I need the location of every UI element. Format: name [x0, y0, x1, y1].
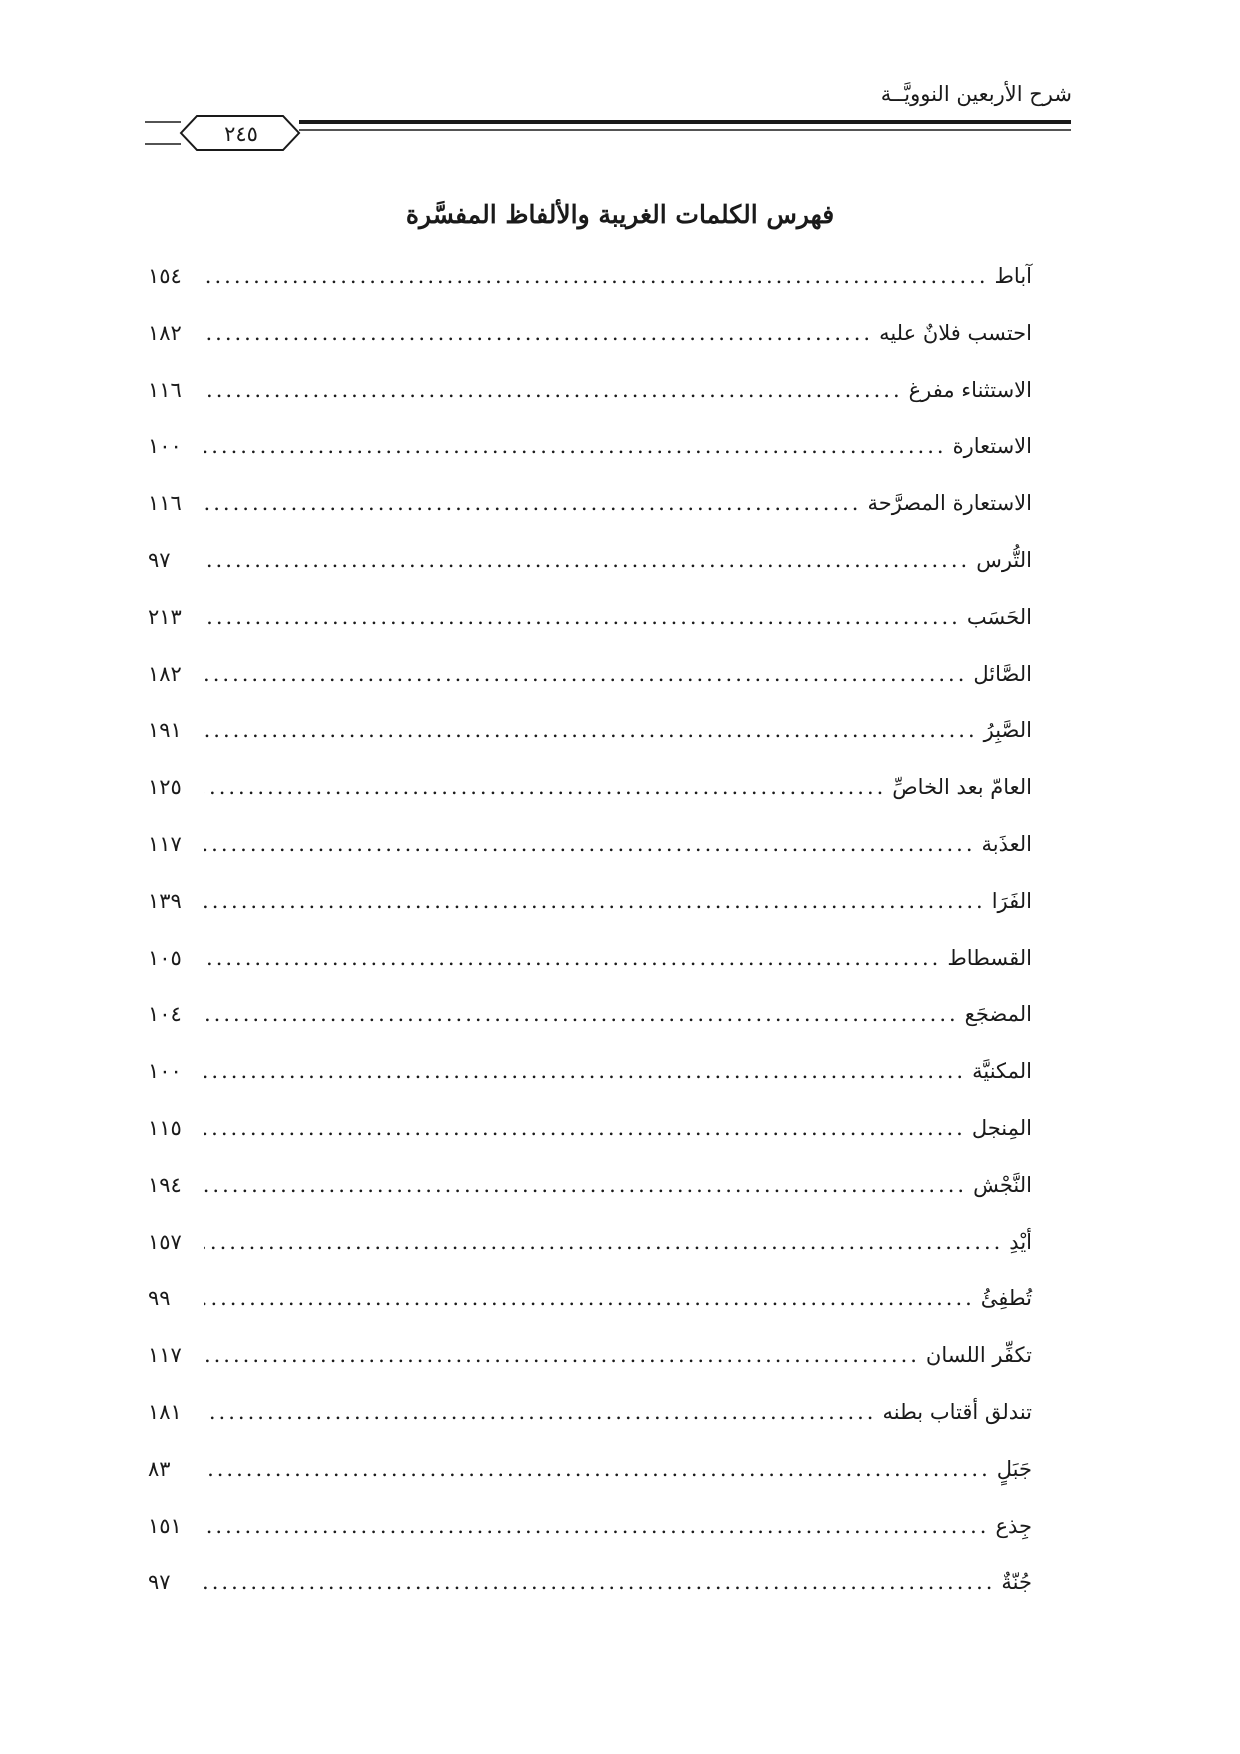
index-entry	[148, 1116, 1032, 1173]
index-entry	[148, 378, 1032, 435]
index-page-ref: ١٥٤	[148, 264, 182, 288]
index-entry	[148, 605, 1032, 662]
index-entry	[148, 1059, 1032, 1116]
dot-leader	[204, 718, 978, 742]
index-term: الفَرَا	[991, 888, 1032, 913]
index-term: احتسب فلانٌ عليه	[879, 320, 1032, 345]
index-term: الاستعارة المصرَّحة	[867, 491, 1032, 516]
header-rule	[145, 110, 1071, 156]
dot-leader	[204, 1343, 920, 1367]
index-term: جِذع	[995, 1513, 1032, 1538]
dot-leader	[204, 605, 961, 629]
index-page-ref: ١٠٤	[148, 1002, 182, 1027]
index-entry	[148, 1343, 1032, 1400]
index-entry	[148, 1286, 1032, 1343]
index-page-ref: ١٥١	[148, 1513, 182, 1538]
index-term: جُنّةٌ	[1001, 1570, 1032, 1595]
index-list	[148, 264, 1032, 1627]
index-entry	[148, 1173, 1032, 1230]
dot-leader	[204, 1400, 876, 1424]
index-page-ref: ٨٣	[148, 1456, 171, 1481]
dot-leader	[204, 1230, 1003, 1254]
dot-leader	[204, 434, 947, 458]
index-term: الاستعارة	[952, 434, 1032, 459]
index-page-ref: ١١٥	[148, 1115, 182, 1140]
index-term: القسطاط	[947, 945, 1032, 970]
index-entry	[148, 491, 1032, 548]
dot-leader	[204, 1059, 966, 1083]
index-page-ref: ١٨١	[148, 1399, 182, 1424]
index-term: المضجَع	[964, 1002, 1032, 1027]
dot-leader	[204, 1002, 959, 1026]
dot-leader	[204, 1116, 966, 1140]
index-entry	[148, 548, 1032, 605]
index-entry	[148, 1570, 1032, 1627]
dot-leader	[204, 264, 989, 288]
index-entry	[148, 321, 1032, 378]
index-page-ref: ٩٧	[148, 1570, 171, 1595]
index-term: الصَّبِرُ	[983, 718, 1032, 743]
index-page-ref: ٩٧	[148, 547, 171, 572]
index-entry	[148, 1002, 1032, 1059]
dot-leader	[204, 378, 903, 402]
dot-leader	[204, 662, 967, 686]
index-page-ref: ١١٧	[148, 831, 182, 856]
dot-leader	[204, 321, 873, 345]
index-page-ref: ١١٧	[148, 1343, 182, 1368]
index-term: المِنجل	[971, 1115, 1032, 1140]
index-title: فهرس الكلمات الغريبة والألفاظ المفسَّرة	[405, 200, 835, 229]
index-term: الاستثناء مفرغ	[908, 377, 1032, 402]
index-page-ref: ١٩١	[148, 718, 182, 743]
dot-leader	[204, 775, 886, 799]
dot-leader	[204, 491, 861, 515]
index-page-ref: ١٠٠	[148, 434, 182, 459]
index-page-ref: ١٣٩	[148, 888, 182, 913]
index-entry	[148, 889, 1032, 946]
index-entry	[148, 434, 1032, 491]
index-page-ref: ١٠٠	[148, 1059, 182, 1084]
dot-leader	[204, 548, 970, 572]
index-entry	[148, 775, 1032, 832]
index-term: العذَبة	[981, 831, 1032, 856]
index-term: النَّجْش	[973, 1172, 1032, 1197]
dot-leader	[204, 889, 986, 913]
index-page-ref: ١٨٢	[148, 661, 182, 686]
dot-leader	[204, 1570, 995, 1594]
index-term: تكفِّر اللسان	[925, 1343, 1032, 1368]
index-page-ref: ٩٩	[148, 1286, 171, 1311]
index-entry	[148, 1514, 1032, 1571]
index-term: تُطفِئُ	[980, 1286, 1032, 1311]
index-term: الصَّائل	[973, 661, 1032, 686]
dot-leader	[204, 1173, 967, 1197]
index-entry	[148, 662, 1032, 719]
index-term: تندلق أقتاب بطنه	[882, 1399, 1032, 1424]
dot-leader	[204, 946, 941, 970]
dot-leader	[204, 1286, 975, 1310]
page-number: ٢٤٥	[224, 122, 258, 146]
index-term: الحَسَب	[966, 604, 1032, 629]
index-term: أيْدِ	[1009, 1229, 1032, 1254]
index-page-ref: ٢١٣	[148, 604, 182, 629]
index-entry	[148, 1400, 1032, 1457]
index-term: جَبَلٍ	[996, 1456, 1032, 1481]
index-page-ref: ١٥٧	[148, 1229, 182, 1254]
index-term: التُّرس	[976, 547, 1032, 572]
dot-leader	[204, 832, 976, 856]
running-title: شرح الأربعين النوويَّــة	[880, 82, 1072, 106]
index-page-ref: ١١٦	[148, 377, 182, 402]
index-page-ref: ١٩٤	[148, 1172, 182, 1197]
index-entry	[148, 946, 1032, 1003]
index-entry	[148, 718, 1032, 775]
index-page-ref: ١١٦	[148, 491, 182, 516]
index-entry	[148, 832, 1032, 889]
dot-leader	[204, 1457, 991, 1481]
dot-leader	[204, 1514, 989, 1538]
index-term: العامّ بعد الخاصِّ	[892, 775, 1032, 800]
index-entry	[148, 264, 1032, 321]
index-entry	[148, 1230, 1032, 1287]
index-term: آباط	[994, 264, 1032, 288]
index-page-ref: ١٠٥	[148, 945, 182, 970]
index-entry	[148, 1457, 1032, 1514]
index-page-ref: ١٢٥	[148, 775, 182, 800]
index-page-ref: ١٨٢	[148, 320, 182, 345]
index-term: المكنيَّة	[972, 1059, 1032, 1084]
